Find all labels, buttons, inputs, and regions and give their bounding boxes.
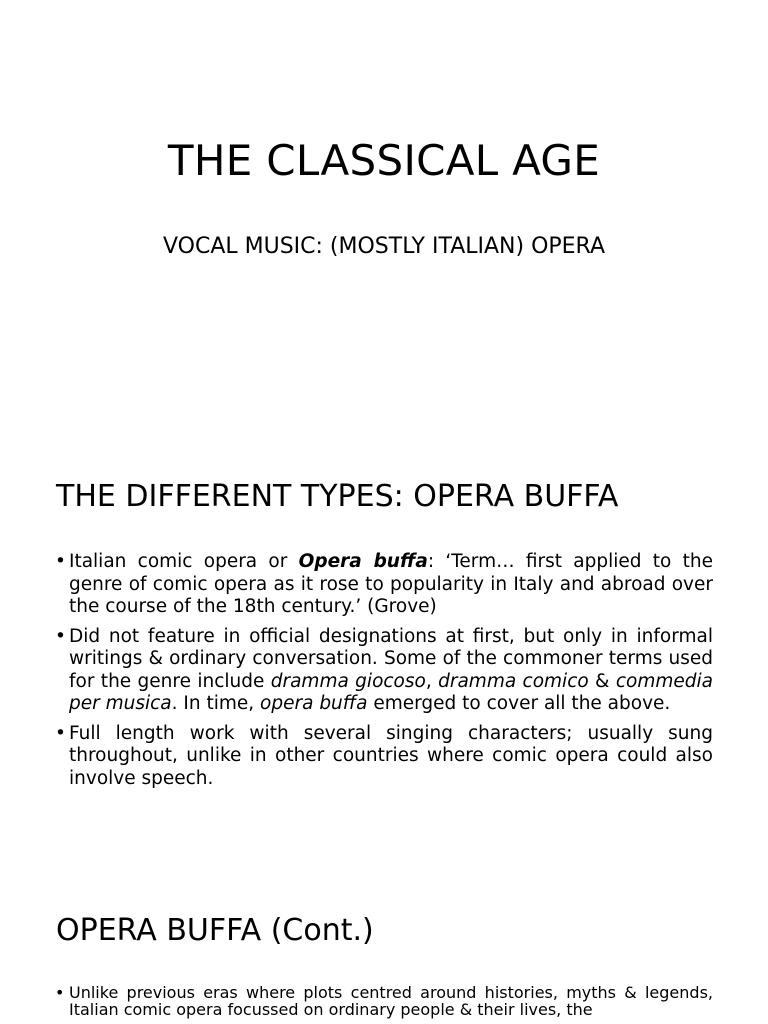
bullet-list	[55, 984, 713, 1024]
bullet-marker: •	[55, 983, 65, 1002]
emphasis-term: Opera buffa	[298, 551, 428, 572]
bullet-text: Unlike previous eras where plots centred around histories, myths & legends, Italian comic opera focussed on ordinary people & their lives, the	[69, 983, 713, 1019]
content-slide-opera-buffa	[0, 430, 768, 860]
bullet-item	[55, 551, 713, 619]
bullet-list	[55, 551, 713, 797]
bullet-text: Did not feature in official designations at first, but only in informal writings & ordinary conversation. Some of the commoner terms used for the genre include	[69, 625, 713, 692]
title-slide	[0, 0, 768, 430]
bullet-text: ,	[425, 670, 439, 692]
slide-subtitle: VOCAL MUSIC: (MOSTLY ITALIAN) OPERA	[162, 234, 606, 259]
bullet-marker: •	[55, 551, 66, 572]
italic-term: dramma comico	[438, 670, 589, 692]
slide-title: THE CLASSICAL AGE	[167, 136, 601, 185]
bullet-item	[55, 626, 713, 716]
slide-heading: OPERA BUFFA (Cont.)	[56, 913, 374, 948]
slide-heading: THE DIFFERENT TYPES: OPERA BUFFA	[56, 479, 619, 514]
bullet-text: . In time,	[171, 693, 261, 714]
content-slide-opera-buffa-cont	[0, 860, 768, 1024]
bullet-item	[55, 984, 713, 1018]
bullet-text: : ‘Term… first applied to the genre of comic opera as it rose to popularity in Italy and abroad over the course of the 18th century.’ (Grove)	[69, 551, 713, 617]
bullet-marker: •	[55, 722, 66, 744]
bullet-item	[55, 723, 713, 791]
bullet-text: Italian comic opera or	[69, 551, 299, 572]
bullet-marker: •	[55, 625, 66, 647]
bullet-text: Full length work with several singing characters; usually sung throughout, unlike in other countries where comic opera could also involve speech.	[69, 722, 713, 789]
bullet-text: &	[588, 670, 616, 692]
italic-term: dramma giocoso	[270, 670, 426, 692]
bullet-text: emerged to cover all the above.	[367, 693, 671, 714]
italic-term: opera buffa	[260, 693, 368, 714]
italic-term: commedia per musica	[69, 670, 713, 714]
